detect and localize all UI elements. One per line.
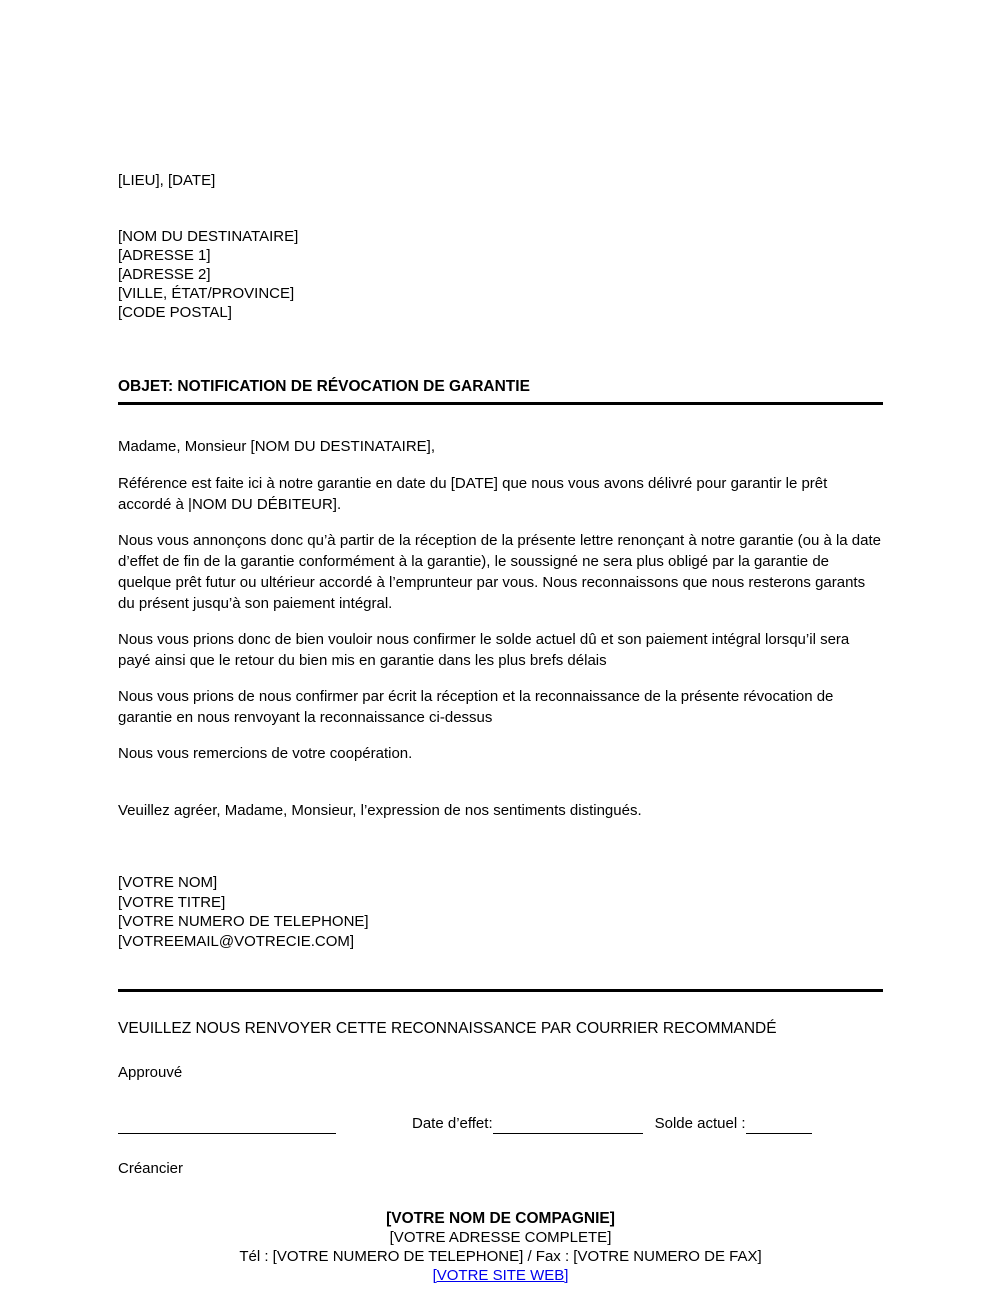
sender-signature-block bbox=[118, 873, 883, 951]
recipient-address-1: [ADRESSE 1] bbox=[118, 247, 211, 264]
sender-phone: [VOTRE NUMERO DE TELEPHONE] bbox=[118, 913, 369, 930]
footer-company-address: [VOTRE ADRESSE COMPLETE] bbox=[389, 1229, 612, 1246]
acknowledgment-instruction: VEUILLEZ NOUS RENVOYER CETTE RECONNAISSANCE PAR COURRIER RECOMMANDÉ bbox=[118, 1020, 777, 1037]
recipient-address-2: [ADRESSE 2] bbox=[118, 266, 211, 283]
closing-formula: Veuillez agréer, Madame, Monsieur, l’expression de nos sentiments distingués. bbox=[118, 802, 642, 819]
creditor-label: Créancier bbox=[118, 1160, 184, 1177]
place-date: [LIEU], [DATE] bbox=[118, 172, 216, 189]
paragraph-balance-request: Nous vous prions donc de bien vouloir nous confirmer le solde actuel dû et son paiement intégral lorsqu’il sera payé ainsi que le retour du bien mis en garantie dans les plus brefs délais bbox=[118, 631, 850, 669]
approved-label: Approuvé bbox=[118, 1064, 183, 1081]
paragraph-reference: Référence est faite ici à notre garantie en date du [DATE] que nous vous avons délivré pour garantir le prêt accordé à |NOM DU DÉBITEUR]. bbox=[118, 475, 828, 513]
solde-actuel-label: Solde actuel : bbox=[654, 1115, 746, 1132]
solde-actuel-line bbox=[746, 1117, 812, 1134]
date-effet-line bbox=[493, 1117, 643, 1134]
acknowledgment-divider bbox=[118, 989, 883, 992]
subject-line: OBJET: NOTIFICATION DE RÉVOCATION DE GARANTIE bbox=[118, 378, 530, 395]
sender-email: [VOTREEMAIL@VOTRECIE.COM] bbox=[118, 932, 355, 950]
sender-name: [VOTRE NOM] bbox=[118, 874, 218, 891]
footer-company-name: [VOTRE NOM DE COMPAGNIE] bbox=[386, 1210, 615, 1227]
subject-divider bbox=[118, 402, 883, 405]
salutation: Madame, Monsieur [NOM DU DESTINATAIRE], bbox=[118, 438, 436, 455]
recipient-postal-code: [CODE POSTAL] bbox=[118, 304, 232, 321]
date-effet-label: Date d’effet: bbox=[412, 1115, 493, 1132]
paragraph-confirmation-request: Nous vous prions de nous confirmer par écrit la réception et la reconnaissance de la présente révocation de garantie en nous renvoyant la reconnaissance ci-dessus bbox=[118, 688, 834, 726]
recipient-city-state: [VILLE, ÉTAT/PROVINCE] bbox=[118, 285, 295, 302]
signature-row bbox=[118, 1113, 883, 1134]
paragraph-thanks: Nous vous remercions de votre coopération. bbox=[118, 745, 413, 762]
letter-body bbox=[118, 473, 883, 764]
footer-phone-fax: Tél : [VOTRE NUMERO DE TELEPHONE] / Fax : [VOTRE NUMERO DE FAX] bbox=[239, 1248, 762, 1265]
footer-website-link[interactable]: [VOTRE SITE WEB] bbox=[432, 1267, 569, 1284]
recipient-address-block bbox=[118, 227, 883, 322]
signature-line bbox=[118, 1117, 336, 1134]
company-footer bbox=[118, 1209, 883, 1285]
sender-title: [VOTRE TITRE] bbox=[118, 893, 226, 911]
recipient-name: [NOM DU DESTINATAIRE] bbox=[118, 228, 299, 245]
paragraph-revocation: Nous vous annonçons donc qu’à partir de la réception de la présente lettre renonçant à notre garantie (ou à la date d’effet de fin de la garantie conformément à la garantie), le soussigné ne sera plus obligé par la garantie de quelque prêt futur ou ultérieur accordé à l’emprunteur par vous. Nous reconnaissons que nous resterons garants du présent jusqu’à son paiement intégral. bbox=[118, 532, 882, 612]
